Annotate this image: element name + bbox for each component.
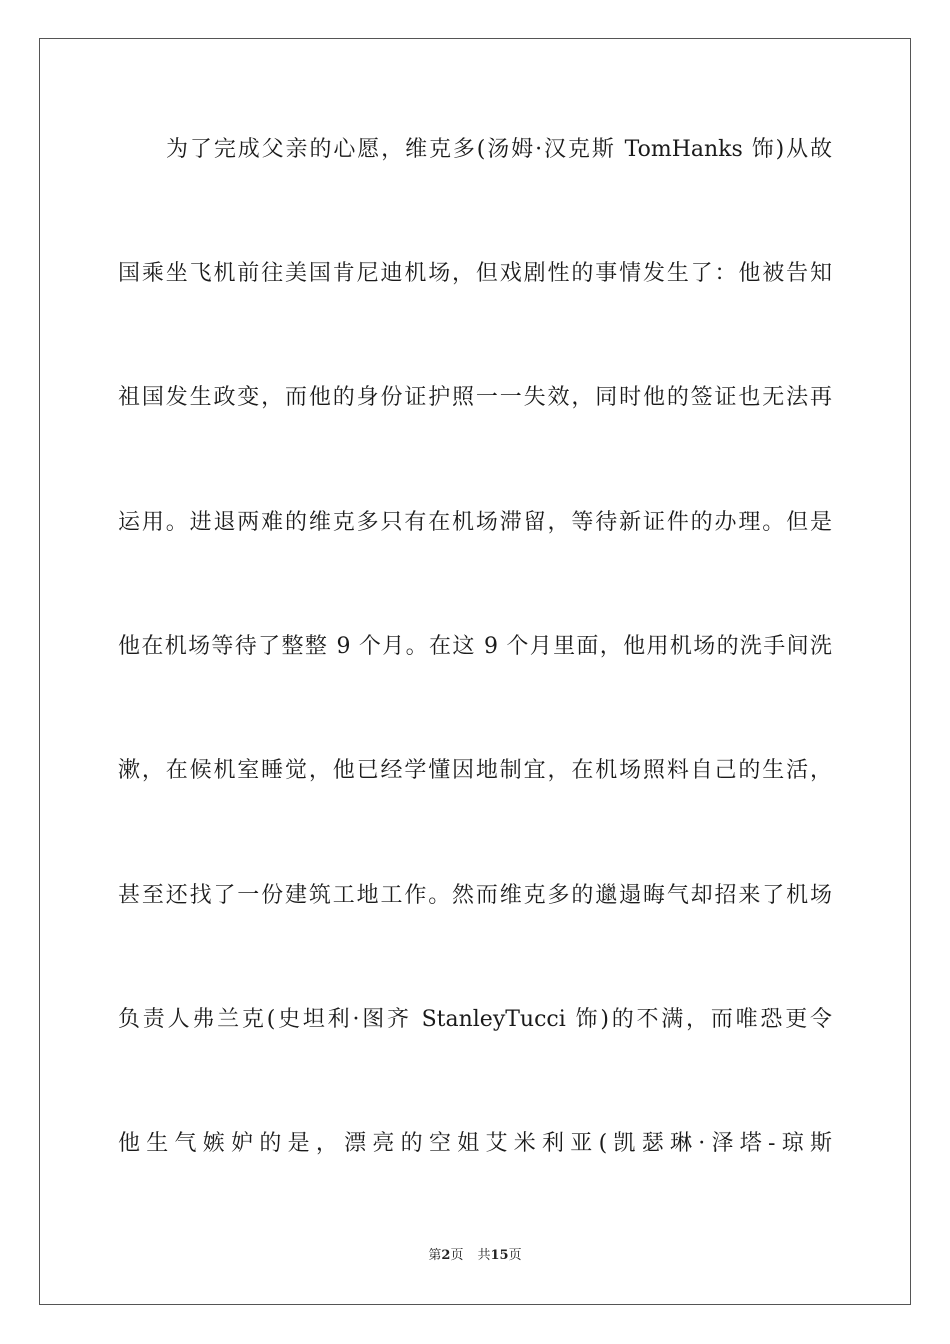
text-line-2: 国乘坐飞机前往美国肯尼迪机场，但戏剧性的事情发生了：他被告知: [118, 261, 832, 286]
total-suffix: 页: [508, 1248, 522, 1263]
total-prefix: 共: [477, 1248, 491, 1263]
total-page-number: 15: [490, 1248, 509, 1263]
current-page-number: 2: [441, 1248, 451, 1263]
page-prefix: 第: [428, 1248, 442, 1263]
text-line-8: 负责人弗兰克(史坦利·图齐 StanleyTucci 饰)的不满，而唯恐更令: [118, 1007, 832, 1032]
page-suffix: 页: [450, 1248, 464, 1263]
text-line-3: 祖国发生政变，而他的身份证护照一一失效，同时他的签证也无法再: [118, 385, 832, 410]
text-line-4: 运用。进退两难的维克多只有在机场滞留，等待新证件的办理。但是: [118, 510, 832, 535]
page-border: [39, 38, 911, 1305]
text-line-1: 为了完成父亲的心愿，维克多(汤姆·汉克斯 TomHanks 饰)从故: [166, 137, 832, 162]
text-line-9: 他生气嫉妒的是，漂亮的空姐艾米利亚(凯瑟琳·泽塔-琼斯: [118, 1131, 832, 1156]
page-footer: [0, 1246, 950, 1266]
text-line-5: 他在机场等待了整整 9 个月。在这 9 个月里面，他用机场的洗手间洗: [118, 634, 832, 659]
text-line-6: 漱，在候机室睡觉，他已经学懂因地制宜，在机场照料自己的生活，: [118, 758, 832, 783]
text-line-7: 甚至还找了一份建筑工地工作。然而维克多的邋遢晦气却招来了机场: [118, 883, 832, 908]
